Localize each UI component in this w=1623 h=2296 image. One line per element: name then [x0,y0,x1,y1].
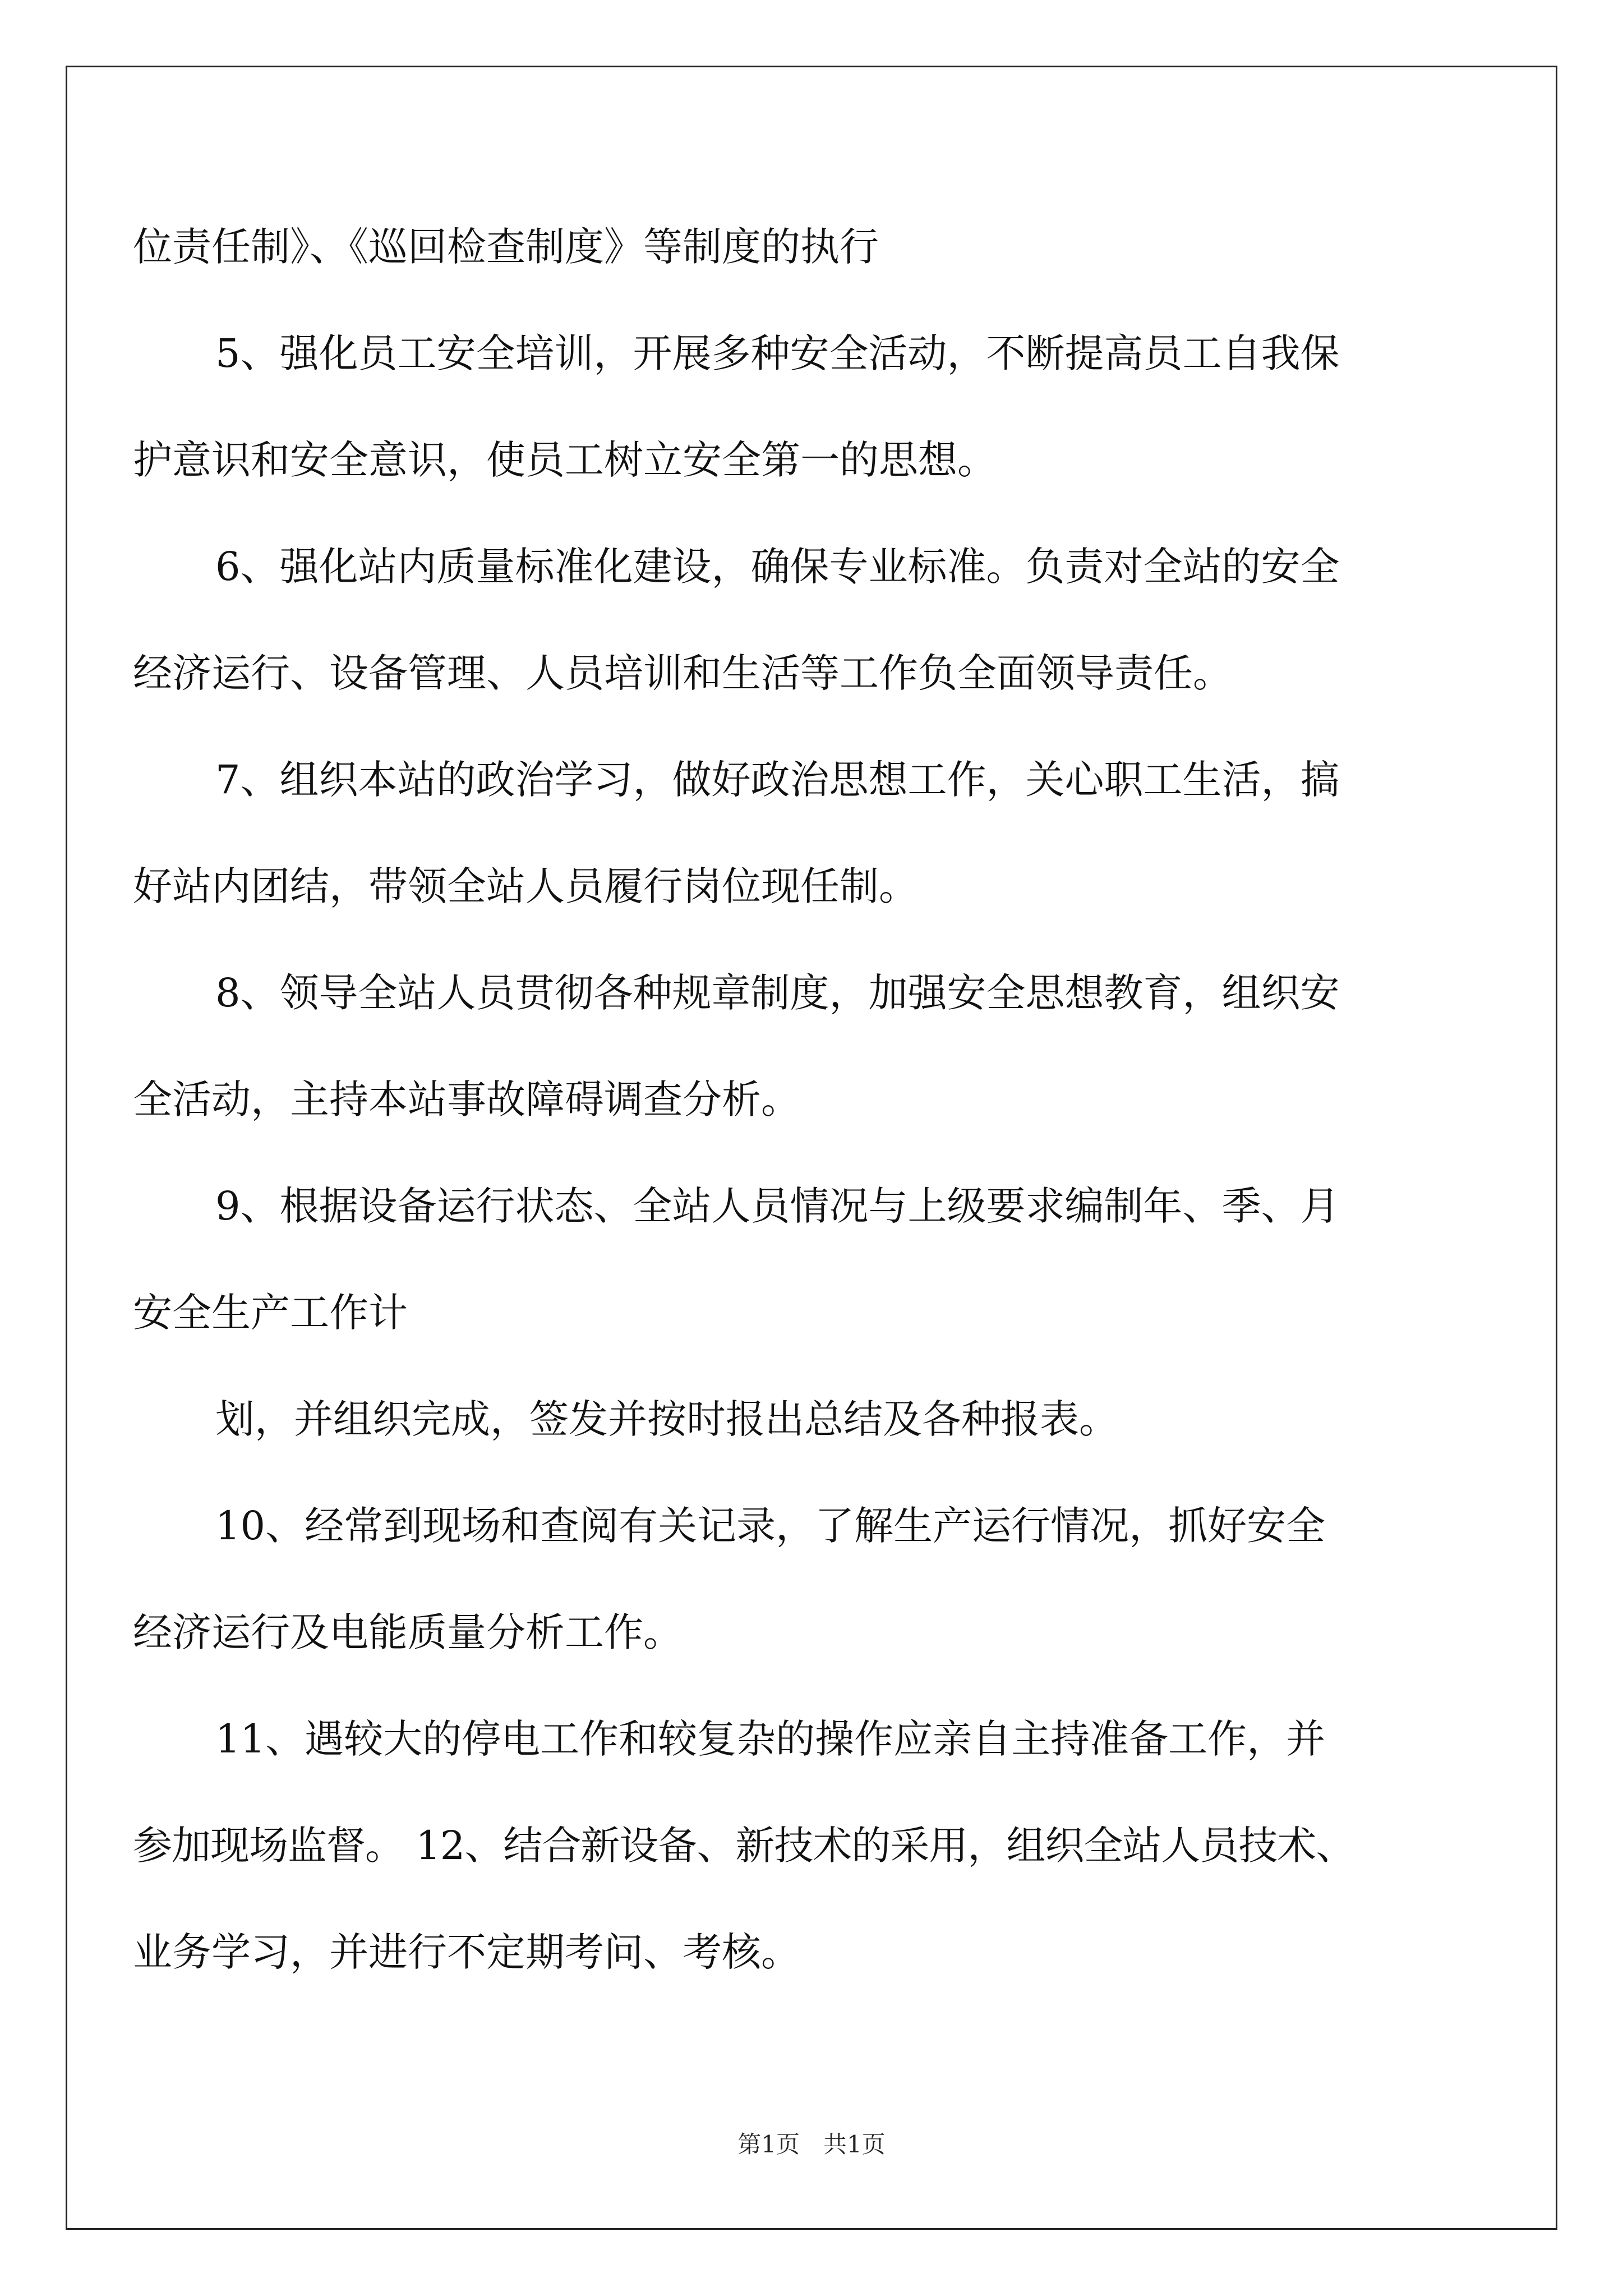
text-line: 5、强化员工安全培训，开展多种安全活动，不断提高员工自我保 [215,330,1340,376]
text-line: 护意识和安全意识，使员工树立安全第一的思想。 [133,437,997,483]
text-line: 6、强化站内质量标准化建设，确保专业标准。负责对全站的安全 [215,544,1340,590]
text-line: 7、组织本站的政治学习，做好政治思想工作，关心职工生活，搞 [215,757,1340,803]
text-line: 位责任制》、《巡回检查制度》等制度的执行 [133,224,879,270]
text-line: 安全生产工作计 [133,1290,408,1336]
text-line: 10、经常到现场和查阅有关记录，了解生产运行情况，抓好安全 [215,1503,1326,1549]
text-line: 经济运行及电能质量分析工作。 [133,1609,683,1655]
text-line: 全活动，主持本站事故障碍调查分析。 [133,1076,800,1122]
text-line: 好站内团结，带领全站人员履行岗位现任制。 [133,863,918,909]
text-line: 8、领导全站人员贯彻各种规章制度，加强安全思想教育，组织安 [215,970,1340,1016]
text-line: 9、根据设备运行状态、全站人员情况与上级要求编制年、季、月 [215,1183,1340,1229]
text-line: 11、遇较大的停电工作和较复杂的操作应亲自主持准备工作，并 [215,1716,1326,1762]
text-line: 业务学习，并进行不定期考问、考核。 [133,1929,800,1975]
page-border [66,66,1557,2230]
text-line: 参加现场监督。 12、结合新设备、新技术的采用，组织全站人员技术、 [133,1823,1355,1869]
text-line: 划，并组织完成，签发并按时报出总结及各种报表。 [215,1396,1118,1442]
page-number-footer: 第1页 共1页 [737,2131,886,2158]
text-line: 经济运行、设备管理、人员培训和生活等工作负全面领导责任。 [133,650,1232,696]
